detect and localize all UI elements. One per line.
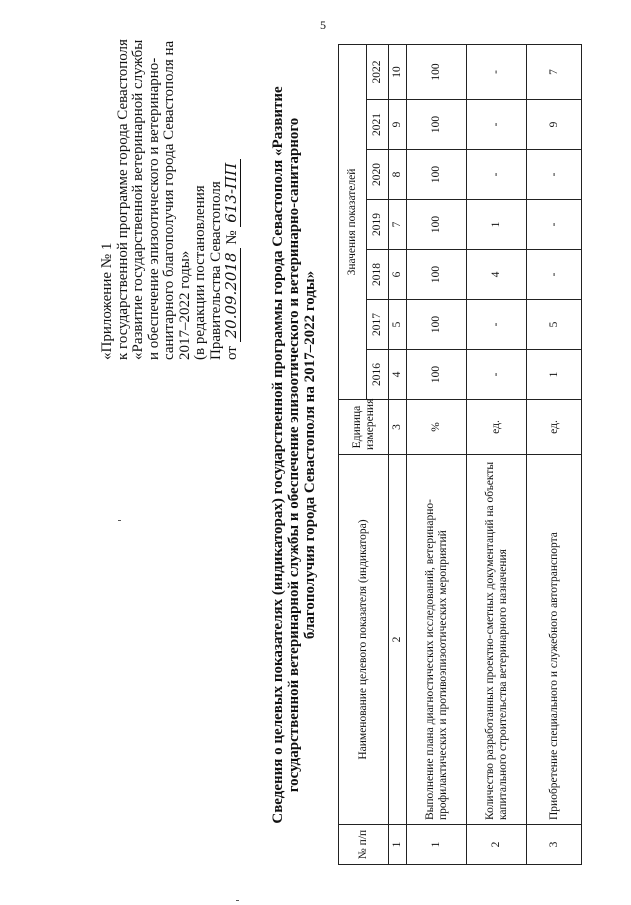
- header-year: 2017: [367, 300, 389, 350]
- appendix-line: Правительства Севастополя: [207, 181, 224, 360]
- appendix-line: санитарного благополучия города Севастополя на: [161, 40, 177, 360]
- row-name: Выполнение плана диагностических исследований, ветеринарно-профилактических и противоэпизоотических мероприятий: [407, 455, 467, 825]
- row-value: -: [527, 250, 582, 300]
- scan-speck-mark: [236, 900, 239, 901]
- row-value: -: [527, 200, 582, 250]
- title-line: благополучия города Севастополя на 2017–2022 годы»: [302, 270, 318, 640]
- row-value: 100: [407, 100, 467, 150]
- column-number: 7: [389, 200, 407, 250]
- header-values-group: Значения показателей: [339, 45, 367, 400]
- handwritten-number: 613-ПП: [224, 159, 241, 227]
- header-num: № п/п: [339, 825, 389, 865]
- row-num: 3: [527, 825, 582, 865]
- header-year: 2018: [367, 250, 389, 300]
- handwritten-date: 20.09.2018: [224, 249, 241, 343]
- indicators-table: [338, 44, 582, 865]
- row-value: -: [467, 100, 527, 150]
- row-value: 9: [527, 100, 582, 150]
- column-number: 5: [389, 300, 407, 350]
- column-number: 4: [389, 350, 407, 400]
- header-year: 2020: [367, 150, 389, 200]
- rotated-page-content: [80, 25, 600, 885]
- table-row: [467, 45, 527, 865]
- row-name: Количество разработанных проектно-сметных документаций на объекты капитального строительства ветеринарного назначения: [467, 455, 527, 825]
- row-value: 100: [407, 200, 467, 250]
- table-row: [527, 45, 582, 865]
- row-value: 100: [407, 300, 467, 350]
- row-unit: ед.: [467, 400, 527, 455]
- column-number: 3: [389, 400, 407, 455]
- column-number: 10: [389, 45, 407, 100]
- column-number: 9: [389, 100, 407, 150]
- row-unit: ед.: [527, 400, 582, 455]
- row-value: 100: [407, 150, 467, 200]
- appendix-line: (в редакции постановления: [192, 185, 208, 360]
- appendix-line: к государственной программе города Севастополя: [114, 39, 131, 360]
- row-unit: %: [407, 400, 467, 455]
- row-num: 1: [407, 825, 467, 865]
- header-year: 2016: [367, 350, 389, 400]
- header-year: 2021: [367, 100, 389, 150]
- row-num: 2: [467, 825, 527, 865]
- page-number: 5: [320, 18, 326, 32]
- header-unit: Единица измерения: [339, 400, 389, 455]
- row-value: 1: [527, 350, 582, 400]
- title-line: Сведения о целевых показателях (индикаторах) государственной программы города Севастополя «Развитие: [270, 86, 286, 824]
- header-year: 2019: [367, 200, 389, 250]
- column-number: 2: [389, 455, 407, 825]
- row-value: 5: [527, 300, 582, 350]
- row-value: 7: [527, 45, 582, 100]
- date-prefix: от: [224, 346, 240, 360]
- row-value: 1: [467, 200, 527, 250]
- appendix-line: «Развитие государственной ветеринарной службы: [130, 39, 146, 360]
- appendix-date-line: [224, 30, 241, 360]
- row-value: -: [467, 300, 527, 350]
- row-value: -: [467, 45, 527, 100]
- column-number: 1: [389, 825, 407, 865]
- appendix-block: [100, 30, 241, 360]
- row-value: -: [467, 350, 527, 400]
- column-number-row: [389, 45, 407, 865]
- row-value: -: [527, 150, 582, 200]
- header-row: [339, 45, 367, 865]
- appendix-line: 2017–2022 годы»: [176, 250, 193, 360]
- appendix-line: «Приложение № 1: [99, 242, 115, 360]
- document-title: [270, 55, 318, 855]
- table-row: [407, 45, 467, 865]
- title-line: государственной ветеринарной службы и обеспечение эпизоотического и ветеринарно-санитарного: [286, 117, 302, 793]
- header-name: Наименование целевого показателя (индикатора): [339, 455, 389, 825]
- row-name: Приобретение специального и служебного автотранспорта: [527, 455, 582, 825]
- row-value: 100: [407, 350, 467, 400]
- column-number: 6: [389, 250, 407, 300]
- header-year: 2022: [367, 45, 389, 100]
- row-value: 4: [467, 250, 527, 300]
- appendix-line: и обеспечение эпизоотического и ветеринарно-: [145, 57, 162, 360]
- column-number: 8: [389, 150, 407, 200]
- row-value: 100: [407, 45, 467, 100]
- number-prefix: №: [224, 230, 240, 245]
- row-value: 100: [407, 250, 467, 300]
- row-value: -: [467, 150, 527, 200]
